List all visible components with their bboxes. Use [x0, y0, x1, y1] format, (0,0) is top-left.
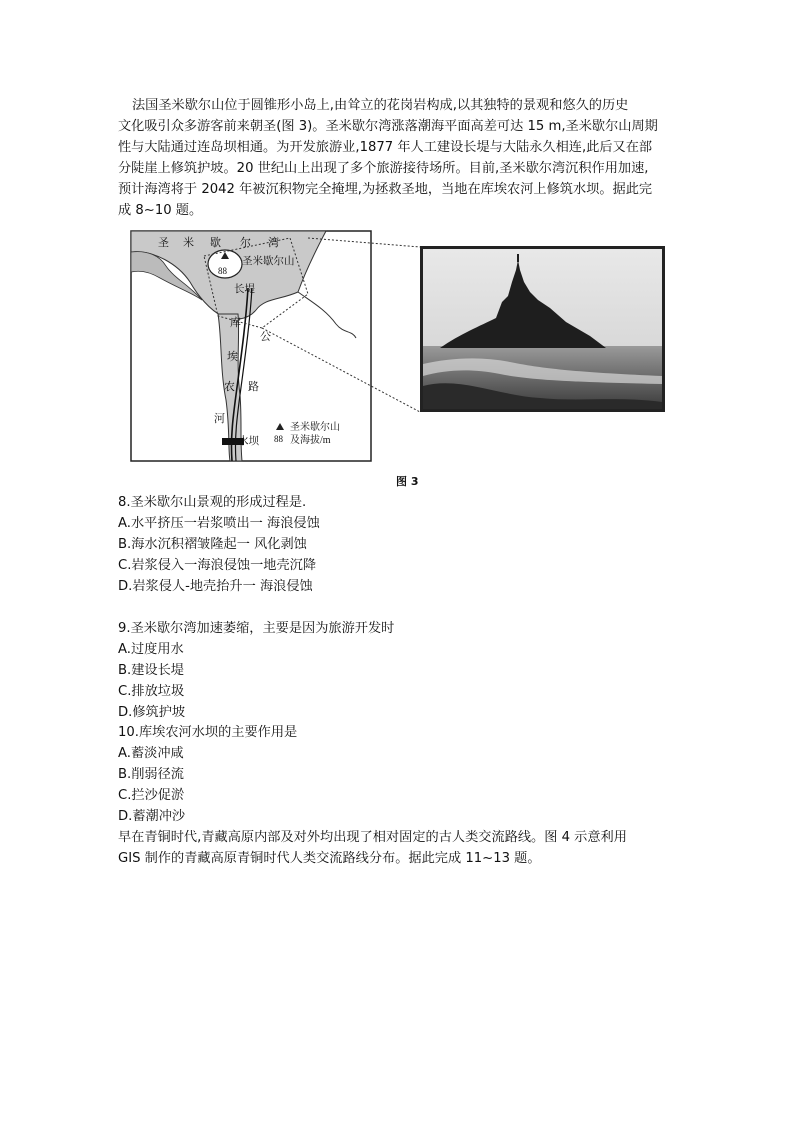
bay-label-char: 米	[183, 237, 194, 249]
intro-line: 分陡崖上修筑护坡。20 世纪山上出现了多个旅游接待场所。目前,圣米歇尔湾沉积作用加速,	[118, 161, 649, 176]
intro-line: 预计海湾将于 2042 年被沉积物完全掩埋,为拯救圣地，当地在库埃农河上修筑水坝。据此完	[118, 182, 653, 197]
option-a: A.过度用水	[118, 642, 184, 657]
intro-line: 法国圣米歇尔山位于圆锥形小岛上,由耸立的花岗岩构成,以其独特的景观和悠久的历史	[132, 98, 629, 113]
river-label-char: 库	[230, 317, 241, 329]
river-label-char: 农	[224, 381, 235, 393]
option-b: B.削弱径流	[118, 767, 184, 782]
question-10	[118, 722, 678, 827]
legend-elevation: 88	[274, 434, 283, 444]
bay-label-char: 尔	[240, 237, 251, 249]
option-a: A.水平挤压一岩浆喷出一 海浪侵蚀	[118, 516, 320, 531]
legend-line-1: 圣米歇尔山	[290, 422, 340, 433]
question-stem: 8.圣米歇尔山景观的形成过程是.	[118, 495, 307, 510]
causeway-label: 长堤	[234, 284, 255, 295]
intro-line: 成 8~10 题。	[118, 203, 203, 218]
river-label-char: 河	[214, 413, 225, 425]
next-section-intro	[118, 827, 678, 869]
connector-top	[308, 238, 420, 247]
bay-label-char: 湾	[268, 237, 279, 249]
question-9	[118, 618, 678, 723]
question-stem: 9.圣米歇尔湾加速萎缩，主要是因为旅游开发时	[118, 621, 395, 636]
figure-caption: 图 3	[396, 475, 419, 488]
island-photo	[420, 246, 665, 412]
spire	[517, 254, 519, 262]
option-b: B.建设长堤	[118, 663, 184, 678]
question-stem: 10.库埃农河水坝的主要作用是	[118, 725, 298, 740]
outro-line: GIS 制作的青藏高原青铜时代人类交流路线分布。据此完成 11~13 题。	[118, 851, 541, 866]
option-c: C.排放垃圾	[118, 684, 185, 699]
question-8	[118, 492, 678, 597]
outro-line: 早在青铜时代,青藏高原内部及对外均出现了相对固定的古人类交流路线。图 4 示意利用	[118, 830, 627, 845]
dam-label: 水坝	[238, 436, 259, 447]
option-d: D.修筑护坡	[118, 705, 186, 720]
intro-line: 文化吸引众多游客前来朝圣(图 3)。圣米歇尔湾涨落潮海平面高差可达 15 m,圣米歇尔山周期	[118, 119, 658, 134]
option-b: B.海水沉积褶皱隆起一 风化剥蚀	[118, 537, 307, 552]
road-label-char: 公	[260, 331, 271, 343]
option-a: A.蓄淡冲咸	[118, 746, 184, 761]
bay-label-char: 圣	[158, 237, 169, 249]
mountain-label: 圣米歇尔山	[242, 256, 295, 267]
elevation-label: 88	[218, 266, 227, 276]
legend-line-2: 及海拔/m	[290, 435, 331, 446]
option-c: C.岩浆侵入一海浪侵蚀一地壳沉降	[118, 558, 317, 573]
bay-label-char: 歇	[210, 237, 221, 249]
river-label-char: 埃	[227, 351, 238, 363]
option-c: C.拦沙促淤	[118, 788, 185, 803]
intro-line: 性与大陆通过连岛坝相通。为开发旅游业,1877 年人工建设长堤与大陆永久相连,此后又在部	[118, 140, 653, 155]
road-label-char: 路	[248, 381, 259, 393]
option-d: D.蓄潮冲沙	[118, 809, 186, 824]
option-d: D.岩浆侵人-地壳抬升一 海浪侵蚀	[118, 579, 313, 594]
connector-bottom	[262, 328, 420, 412]
